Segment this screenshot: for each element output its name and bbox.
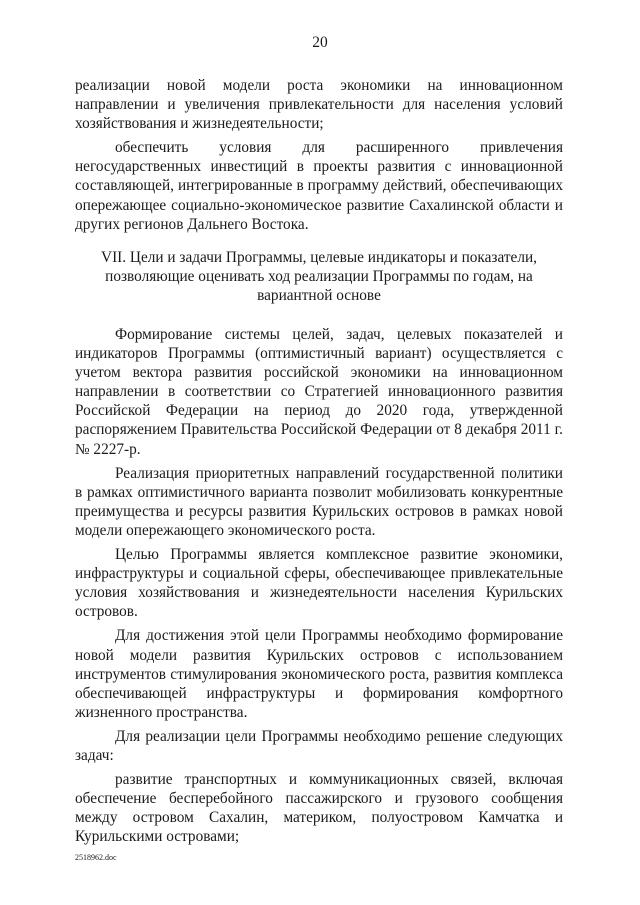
body-paragraph: развитие транспортных и коммуникационных связей, включая обеспечение бесперебойного пассажирского и грузового сообщения между островом Сахалин, материком, полуостровом Камчатка и Курильскими островами; [75, 771, 563, 846]
intro-paragraph: реализации новой модели роста экономики на инновационном направлении и увеличения привлекательности для населения условий хозяйствования и жизнедеятельности; [75, 77, 563, 133]
body-paragraph: Реализация приоритетных направлений государственной политики в рамках оптимистичного варианта позволит мобилизовать конкурентные преимущества и ресурсы развития Курильских островов в рамках новой модели опережающего экономического роста. [75, 464, 563, 539]
main-text [75, 325, 563, 851]
body-paragraph: Для достижения этой цели Программы необходимо формирование новой модели развития Курильских островов с использованием инструментов стимулирования экономического роста, развития комплекса обеспечивающей инфраструктуры и формирования комфортного жизненного пространства. [75, 627, 563, 721]
section-heading: VII. Цели и задачи Программы, целевые индикаторы и показатели, позволяющие оценивать ход реализации Программы по годам, на вариантной основе [101, 249, 537, 305]
document-filename: 2518962.doc [75, 853, 117, 862]
body-paragraph: Для реализации цели Программы необходимо решение следующих задач: [75, 727, 563, 764]
body-paragraph: Формирование системы целей, задач, целевых показателей и индикаторов Программы (оптимистичный вариант) осуществляется с учетом вектора развития российской экономики на инновационном направлении в соответствии со Стратегией инновационного развития Российской Федерации на период до 2020 года, утвержденной распоряжением Правительства Российской Федерации от 8 декабря 2011 г. № 2227-р. [75, 326, 563, 458]
intro-text [75, 76, 563, 239]
body-paragraph: Целью Программы является комплексное развитие экономики, инфраструктуры и социальной сферы, обеспечивающее привлекательные условия хозяйствования и жизнедеятельности населения Курильских островов. [75, 546, 563, 621]
intro-paragraph: обеспечить условия для расширенного привлечения негосударственных инвестиций в проекты развития с инновационной составляющей, интегрированные в программу действий, обеспечивающих опережающее социально-экономическое развитие Сахалинской области и других регионов Дальнего Востока. [75, 139, 563, 233]
page-number: 20 [312, 34, 328, 51]
